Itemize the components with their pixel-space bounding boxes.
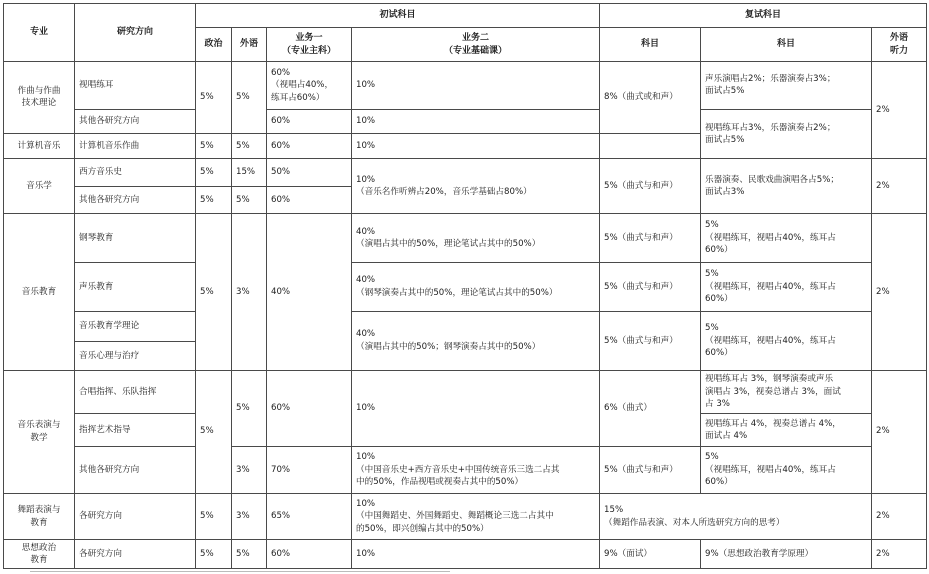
direction-education-theory: 音乐教育学理论 xyxy=(75,311,196,341)
direction-other: 其他各研究方向 xyxy=(75,446,196,493)
header-retest: 复试科目 xyxy=(600,4,927,28)
cell-retest-subject1: 9%（面试） xyxy=(600,540,701,569)
direction-conducting-art: 指挥艺术指导 xyxy=(75,414,196,447)
cell-biz2: 10% xyxy=(352,540,600,569)
cell-politics: 5% xyxy=(196,61,232,133)
cell-politics: 5% xyxy=(196,214,232,370)
cell-biz2: 10% xyxy=(352,109,600,133)
cell-politics: 5% xyxy=(196,134,232,159)
cell-retest-subject2: 5% （视唱练耳，视唱占40%，练耳占 60%） xyxy=(701,311,872,370)
cell-biz1: 60% xyxy=(267,109,352,133)
cell-retest-subject1: 8%（曲式或和声） xyxy=(600,61,701,133)
cell-retest-subject2: 5% （视唱练耳，视唱占40%，练耳占 60%） xyxy=(701,214,872,263)
cell-listening: 2% xyxy=(872,540,927,569)
header-prelim: 初试科目 xyxy=(196,4,600,28)
direction-other: 其他各研究方向 xyxy=(75,109,196,133)
cell-politics: 5% xyxy=(196,159,232,186)
cell-listening: 2% xyxy=(872,159,927,214)
cell-biz1: 60% xyxy=(267,186,352,213)
cell-retest-subject2: 乐器演奏、民歌戏曲演唱各占5%； 面试占3% xyxy=(701,159,872,214)
cell-listening: 2% xyxy=(872,61,927,159)
cell-retest-subject2: 9%（思想政治教育学原理） xyxy=(701,540,872,569)
direction-all: 各研究方向 xyxy=(75,540,196,569)
direction-other: 其他各研究方向 xyxy=(75,186,196,213)
cell-retest-subject2: 5% （视唱练耳，视唱占40%，练耳占 60%） xyxy=(701,263,872,312)
cell-politics: 5% xyxy=(196,540,232,569)
direction-music-therapy: 音乐心理与治疗 xyxy=(75,342,196,370)
header-foreign: 外语 xyxy=(232,28,267,62)
cell-biz1: 60% xyxy=(267,134,352,159)
cell-retest-subject: 15% （舞蹈作品表演、对本人所选研究方向的思考） xyxy=(600,493,872,540)
direction-all: 各研究方向 xyxy=(75,493,196,540)
cell-foreign: 5% xyxy=(232,370,267,446)
header-biz1: 业务一 （专业主科） xyxy=(267,28,352,62)
cell-listening: 2% xyxy=(872,493,927,540)
cell-biz1: 60% xyxy=(267,370,352,446)
direction-vocal-education: 声乐教育 xyxy=(75,263,196,312)
cell-biz2: 40% （钢琴演奏占其中的50%，理论笔试占其中的50%） xyxy=(352,263,600,312)
cell-retest-subject2: 声乐演唱占2%；乐器演奏占3%； 面试占5% xyxy=(701,61,872,109)
cell-biz1: 70% xyxy=(267,446,352,493)
cell-retest-subject1 xyxy=(600,134,701,159)
direction-sightsinging: 视唱练耳 xyxy=(75,61,196,109)
major-performance-teaching: 音乐表演与 教学 xyxy=(4,370,75,493)
direction-piano-education: 钢琴教育 xyxy=(75,214,196,263)
cell-retest-subject1: 5%（曲式与和声） xyxy=(600,263,701,312)
direction-conducting: 合唱指挥、乐队指挥 xyxy=(75,370,196,414)
major-ideological-education: 思想政治 教育 xyxy=(4,540,75,569)
cell-politics: 5% xyxy=(196,370,232,493)
direction-computer-composition: 计算机音乐作曲 xyxy=(75,134,196,159)
cell-retest-subject1: 5%（曲式与和声） xyxy=(600,214,701,263)
cell-biz2: 10% xyxy=(352,370,600,446)
header-direction: 研究方向 xyxy=(75,4,196,62)
cell-biz1: 40% xyxy=(267,214,352,370)
cell-biz1: 60% xyxy=(267,540,352,569)
cell-biz2: 10% （中国音乐史+西方音乐史+中国传统音乐三选二占其 中的50%，作品视唱或视奏占其中的50%） xyxy=(352,446,600,493)
major-computer-music: 计算机音乐 xyxy=(4,134,75,159)
cell-foreign: 5% xyxy=(232,186,267,213)
cell-retest-subject1: 5%（曲式与和声） xyxy=(600,446,701,493)
direction-western-history: 西方音乐史 xyxy=(75,159,196,186)
exam-subjects-table xyxy=(3,3,927,569)
header-major: 专业 xyxy=(4,4,75,62)
header-politics: 政治 xyxy=(196,28,232,62)
cropped-footnote-line xyxy=(30,570,450,574)
cell-listening: 2% xyxy=(872,370,927,493)
cell-foreign: 3% xyxy=(232,493,267,540)
cell-biz2: 10% xyxy=(352,134,600,159)
cell-biz2: 40% （演唱占其中的50%，理论笔试占其中的50%） xyxy=(352,214,600,263)
cell-retest-subject2: 视唱练耳占 3%，钢琴演奏或声乐 演唱占 3%，视奏总谱占 3%，面试 占 3% xyxy=(701,370,872,414)
cell-biz2: 10% （音乐名作听辨占20%，音乐学基础占80%） xyxy=(352,159,600,214)
cell-foreign: 5% xyxy=(232,61,267,133)
cell-foreign: 5% xyxy=(232,540,267,569)
major-music-education: 音乐教育 xyxy=(4,214,75,370)
cell-foreign: 3% xyxy=(232,214,267,370)
cell-biz2: 40% （演唱占其中的50%；钢琴演奏占其中的50%） xyxy=(352,311,600,370)
header-biz2: 业务二 （专业基础课） xyxy=(352,28,600,62)
header-subject1: 科目 xyxy=(600,28,701,62)
major-dance: 舞蹈表演与 教育 xyxy=(4,493,75,540)
major-musicology: 音乐学 xyxy=(4,159,75,214)
cell-politics: 5% xyxy=(196,186,232,213)
cell-biz1: 50% xyxy=(267,159,352,186)
cell-retest-subject1: 5%（曲式与和声） xyxy=(600,311,701,370)
cell-biz2: 10% xyxy=(352,61,600,109)
header-listening: 外语 听力 xyxy=(872,28,927,62)
cell-biz2: 10% （中国舞蹈史、外国舞蹈史、舞蹈概论三选二占其中 的50%，即兴创编占其中的50%） xyxy=(352,493,600,540)
cell-retest-subject2: 5% （视唱练耳，视唱占40%，练耳占 60%） xyxy=(701,446,872,493)
cell-retest-subject2: 视唱练耳占 4%，视奏总谱占 4%， 面试占 4% xyxy=(701,414,872,447)
cell-politics: 5% xyxy=(196,493,232,540)
cell-retest-subject1: 6%（曲式） xyxy=(600,370,701,446)
cell-biz1: 65% xyxy=(267,493,352,540)
cell-foreign: 15% xyxy=(232,159,267,186)
header-subject2: 科目 xyxy=(701,28,872,62)
major-composition: 作曲与作曲 技术理论 xyxy=(4,61,75,133)
cell-retest-subject1: 5%（曲式与和声） xyxy=(600,159,701,214)
cell-foreign: 5% xyxy=(232,134,267,159)
cell-foreign: 3% xyxy=(232,446,267,493)
cell-biz1: 60% （视唱占40%， 练耳占60%） xyxy=(267,61,352,109)
cell-retest-subject2: 视唱练耳占3%，乐器演奏占2%； 面试占5% xyxy=(701,109,872,159)
cell-listening: 2% xyxy=(872,214,927,370)
